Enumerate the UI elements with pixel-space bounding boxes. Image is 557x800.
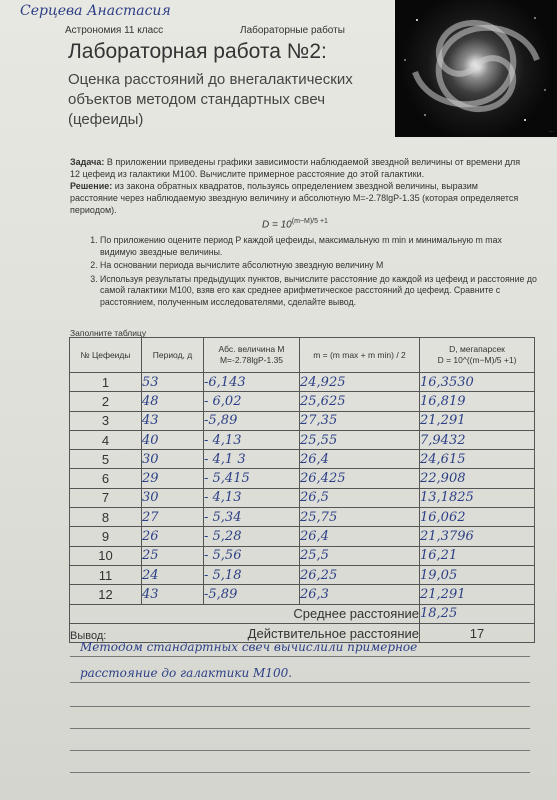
cell-mean-mag: 26,3 (300, 585, 420, 604)
cell-period: 43 (142, 411, 204, 430)
cell-mean-mag: 25,625 (300, 392, 420, 411)
cell-distance: 21,291 (420, 585, 535, 604)
cell-absmag: -6,143 (204, 373, 300, 392)
writing-line (70, 772, 530, 773)
photo-credit-mark: ⋯ (549, 129, 554, 135)
cell-mean-mag: 26,5 (300, 488, 420, 507)
table-row (70, 565, 535, 584)
table-caption: Заполните таблицу (70, 328, 147, 338)
student-name: Серцева Анастасия (20, 3, 171, 19)
task-paragraph (70, 156, 525, 216)
table-row (70, 508, 535, 527)
cell-period: 40 (142, 430, 204, 449)
section-label: Лабораторные работы (240, 25, 345, 36)
course-label: Астрономия 11 класс (65, 25, 164, 36)
header-period: Период, д (142, 338, 204, 373)
average-row (70, 604, 535, 623)
cell-absmag: - 6,02 (204, 392, 300, 411)
cell-absmag: - 5,56 (204, 546, 300, 565)
cell-index: 2 (70, 392, 142, 411)
table-row (70, 450, 535, 469)
cell-absmag: - 4,13 (204, 430, 300, 449)
formula-exponent: (m−M)/5 +1 (291, 218, 328, 225)
results-table (69, 337, 535, 643)
average-distance-label: Среднее расстояние (70, 604, 420, 623)
writing-line (70, 706, 530, 707)
cell-index: 6 (70, 469, 142, 488)
conclusion-line-1: Методом стандартных свеч вычислили примерное (80, 640, 418, 654)
cell-index: 11 (70, 565, 142, 584)
cell-index: 3 (70, 411, 142, 430)
cell-index: 10 (70, 546, 142, 565)
task-text: В приложении приведены графики зависимости наблюдаемой звездной величины от времени для 12 цефеид из галактики M100. Вычислите примерное расстояние до этой галактики. (70, 157, 521, 179)
header-absmag: Абс. величина М M=-2.78lgP-1.35 (204, 338, 300, 373)
cell-absmag: -5,89 (204, 411, 300, 430)
cell-period: 48 (142, 392, 204, 411)
cell-absmag: - 5,34 (204, 508, 300, 527)
cell-mean-mag: 25,75 (300, 508, 420, 527)
cell-distance: 16,3530 (420, 373, 535, 392)
header-index: № Цефеиды (70, 338, 142, 373)
formula-base: D = 10 (262, 219, 292, 231)
cell-absmag: -5,89 (204, 585, 300, 604)
solution-label: Решение: (70, 181, 113, 191)
header-mean-mag: m = (m max + m min) / 2 (300, 338, 420, 373)
table-header-row (70, 338, 535, 373)
table-row (70, 585, 535, 604)
cell-period: 30 (142, 450, 204, 469)
cell-distance: 16,819 (420, 392, 535, 411)
cell-distance: 24,615 (420, 450, 535, 469)
cell-index: 9 (70, 527, 142, 546)
table-row (70, 430, 535, 449)
cell-distance: 22,908 (420, 469, 535, 488)
solution-text: из закона обратных квадратов, пользуясь определением звездной величины, выразим расстояние через наблюдаемую звездную величину и абсолютную M=-2.78lgP-1.35 (которая определяется периодом). (70, 181, 519, 215)
cell-period: 24 (142, 565, 204, 584)
cell-mean-mag: 26,4 (300, 527, 420, 546)
cell-mean-mag: 26,25 (300, 565, 420, 584)
cell-index: 8 (70, 508, 142, 527)
cell-mean-mag: 27,35 (300, 411, 420, 430)
cell-distance: 16,062 (420, 508, 535, 527)
cell-distance: 13,1825 (420, 488, 535, 507)
table-row (70, 469, 535, 488)
header-distance: D, мегапарсек D = 10^((m−M)/5 +1) (420, 338, 535, 373)
writing-line (70, 682, 530, 683)
distance-formula (262, 218, 328, 230)
cell-distance: 21,3796 (420, 527, 535, 546)
step-item: 3. Используя результаты предыдущих пунктов, вычислите расстояние до каждой из цефеид и расстояние до самой галактики M100, взяв его как среднее арифметическое расстояний до цефеид. Сравните с расстоянием, полученным исследователями, сделайте вывод. (100, 274, 540, 309)
writing-line (70, 728, 530, 729)
cell-period: 29 (142, 469, 204, 488)
cell-absmag: - 4,13 (204, 488, 300, 507)
cell-index: 5 (70, 450, 142, 469)
cell-distance: 21,291 (420, 411, 535, 430)
table-row (70, 488, 535, 507)
cell-period: 26 (142, 527, 204, 546)
step-item: 1. По приложению оцените период P каждой цефеиды, максимальную m min и минимальную m max видимую звездные величины. (100, 235, 540, 258)
task-label: Задача: (70, 157, 105, 167)
table-row (70, 527, 535, 546)
cell-absmag: - 4,1 3 (204, 450, 300, 469)
cell-mean-mag: 24,925 (300, 373, 420, 392)
cell-absmag: - 5,415 (204, 469, 300, 488)
cell-mean-mag: 25,5 (300, 546, 420, 565)
page-title: Лабораторная работа №2: (68, 40, 327, 63)
conclusion-label: Вывод: (70, 630, 107, 642)
table-row (70, 546, 535, 565)
cell-distance: 7,9432 (420, 430, 535, 449)
writing-line (70, 750, 530, 751)
table-row (70, 373, 535, 392)
actual-distance-label: Действительное расстояние (70, 623, 420, 642)
cell-period: 27 (142, 508, 204, 527)
cell-distance: 16,21 (420, 546, 535, 565)
table-row (70, 392, 535, 411)
spiral-galaxy-icon (395, 0, 557, 137)
conclusion-line-2: расстояние до галактики М100. (80, 666, 293, 680)
cell-absmag: - 5,18 (204, 565, 300, 584)
cell-mean-mag: 25,55 (300, 430, 420, 449)
cell-distance: 19,05 (420, 565, 535, 584)
writing-line (70, 656, 530, 657)
cell-absmag: - 5,28 (204, 527, 300, 546)
average-distance-value: 18,25 (420, 604, 535, 623)
cell-period: 30 (142, 488, 204, 507)
step-list (84, 235, 540, 310)
actual-distance-value: 17 (420, 623, 535, 642)
galaxy-photo (395, 0, 557, 137)
cell-index: 12 (70, 585, 142, 604)
cell-index: 1 (70, 373, 142, 392)
cell-index: 7 (70, 488, 142, 507)
cell-period: 53 (142, 373, 204, 392)
cell-period: 43 (142, 585, 204, 604)
cell-mean-mag: 26,425 (300, 469, 420, 488)
cell-mean-mag: 26,4 (300, 450, 420, 469)
table-row (70, 411, 535, 430)
step-item: 2. На основании периода вычислите абсолютную звездную величину M (100, 260, 540, 272)
cell-index: 4 (70, 430, 142, 449)
cell-period: 25 (142, 546, 204, 565)
page-subtitle: Оценка расстояний до внегалактических объектов методом стандартных свеч (цефеиды) (68, 71, 353, 128)
